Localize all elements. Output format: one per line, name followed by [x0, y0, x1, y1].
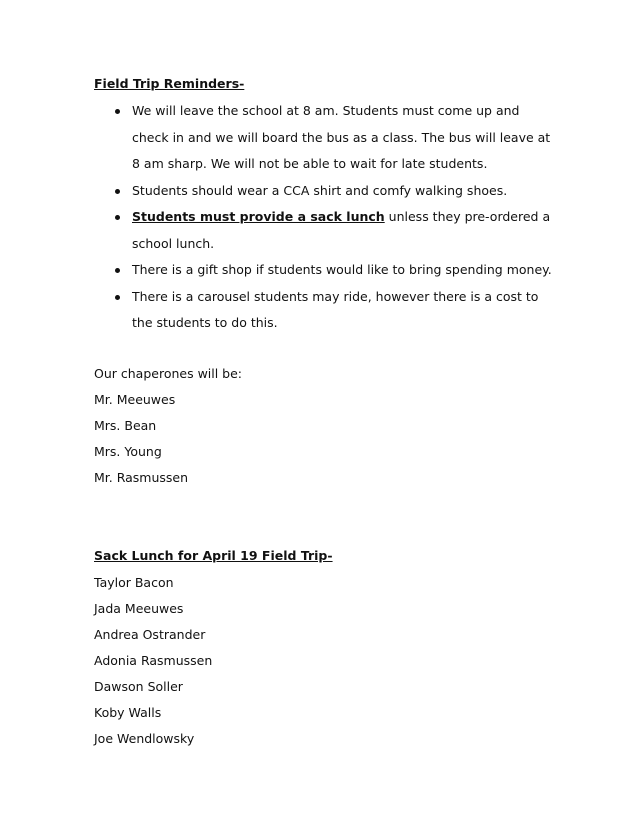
- reminder-emphasis: Students must provide a sack lunch: [132, 209, 385, 224]
- reminder-item-gift-shop: [94, 257, 554, 284]
- chaperone-name: Mrs. Bean: [94, 418, 157, 433]
- reminder-text: There is a carousel students may ride, however there is a cost to the students to do this.: [132, 288, 539, 330]
- sack-lunch-student: Jada Meeuwes: [94, 601, 184, 616]
- sack-lunch-student: Taylor Bacon: [94, 575, 174, 590]
- field-trip-reminders-heading: Field Trip Reminders-: [94, 76, 245, 91]
- chaperone-name: Mr. Rasmussen: [94, 470, 189, 485]
- sack-lunch-heading: Sack Lunch for April 19 Field Trip-: [94, 548, 333, 563]
- chaperone-name: Mrs. Young: [94, 444, 162, 459]
- chaperone-name: Mr. Meeuwes: [94, 392, 176, 407]
- sack-lunch-student: Andrea Ostrander: [94, 627, 206, 642]
- reminder-item-carousel: [94, 284, 554, 337]
- reminder-text: Students should wear a CCA shirt and comfy walking shoes.: [132, 182, 508, 198]
- sack-lunch-student: Adonia Rasmussen: [94, 653, 213, 668]
- bullet-icon: [115, 189, 120, 194]
- bullet-icon: [115, 215, 120, 220]
- reminder-text: We will leave the school at 8 am. Students must come up and check in and we will board the bus as a class. The bus will leave at 8 am sharp. We will not be able to wait for late students.: [132, 103, 551, 171]
- reminder-item-lunch: [94, 204, 554, 257]
- reminder-text: There is a gift shop if students would like to bring spending money.: [132, 262, 552, 277]
- sack-lunch-student: Koby Walls: [94, 705, 162, 720]
- bullet-icon: [115, 109, 120, 114]
- sack-lunch-student: Joe Wendlowsky: [94, 731, 195, 746]
- reminder-item-attire: [94, 178, 554, 205]
- reminders-list: [94, 98, 554, 337]
- chaperones-intro: Our chaperones will be:: [94, 366, 243, 381]
- reminder-text: unless they pre-ordered a school lunch.: [132, 209, 551, 251]
- bullet-icon: [115, 295, 120, 300]
- sack-lunch-student: Dawson Soller: [94, 679, 183, 694]
- reminder-item-depart: [94, 98, 554, 178]
- bullet-icon: [115, 268, 120, 273]
